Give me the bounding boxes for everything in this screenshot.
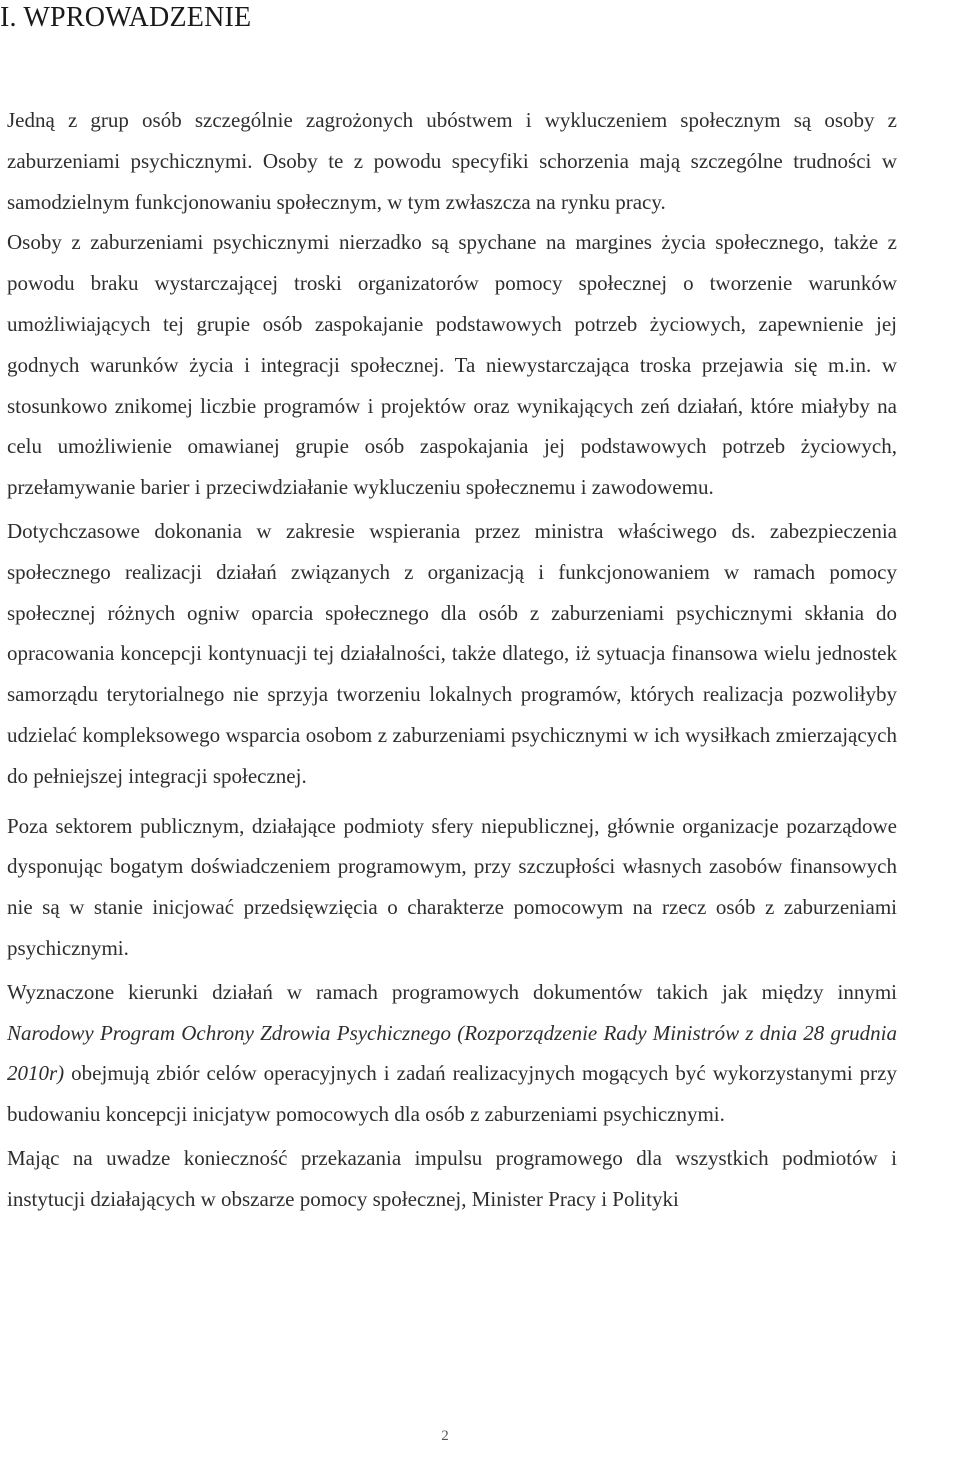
paragraph-5-tail: obejmują zbiór celów operacyjnych i zadań realizacyjnych mogących być wykorzystanymi przy budowaniu koncepcji inicjatyw pomocowych dla osób z zaburzeniami psychicznymi. [7,1061,897,1127]
paragraph-5-lead: Wyznaczone kierunki działań w ramach programowych dokumentów takich jak między innymi [7,979,897,1004]
section-heading: I. WPROWADZENIE [0,2,252,33]
paragraph-6: Mając na uwadze konieczność przekazania impulsu programowego dla wszystkich podmiotów i instytucji działających w obszarze pomocy społecznej, Minister Pracy i Polityki [7,1145,897,1211]
paragraph-4: Poza sektorem publicznym, działające podmioty sfery niepublicznej, głównie organizacje pozarządowe dysponując bogatym doświadczeniem programowym, przy szczupłości własnych zasobów finansowych nie są w stanie inicjować przedsięwzięcia o charakterze pomocowym na rzecz osób z zaburzeniami psychicznymi. [7,813,897,960]
paragraph-1: Jedną z grup osób szczególnie zagrożonych ubóstwem i wykluczeniem społecznym są osoby z zaburzeniami psychicznymi. Osoby te z powodu specyfiki schorzenia mają szczególne trudności w samodzielnym funkcjonowaniu społecznym, w tym zwłaszcza na rynku pracy. [7,108,897,214]
page-number: 2 [441,1428,449,1444]
paragraph-2: Osoby z zaburzeniami psychicznymi nierzadko są spychane na margines życia społecznego, także z powodu braku wystarczającej troski organizatorów pomocy społecznej o tworzenie warunków umożliwiających tej grupie osób zaspokajanie podstawowych potrzeb życiowych, zapewnienie jej godnych warunków życia i integracji społecznej. Ta niewystarczająca troska przejawia się m.in. w stosunkowo znikomej liczbie programów i projektów oraz wynikających zeń działań, które miałyby na celu umożliwienie omawianej grupie osób zaspokajania jej podstawowych potrzeb życiowych, przełamywanie barier i przeciwdziałanie wykluczeniu społecznemu i zawodowemu. [7,230,897,500]
paragraph-3: Dotychczasowe dokonania w zakresie wspierania przez ministra właściwego ds. zabezpieczenia społecznego realizacji działań związanych z organizacją i funkcjonowaniem w ramach pomocy społecznej różnych ogniw oparcia społecznego dla osób z zaburzeniami psychicznymi skłania do opracowania koncepcji kontynuacji tej działalności, także dlatego, iż sytuacja finansowa wielu jednostek samorządu terytorialnego nie sprzyja tworzeniu lokalnych programów, których realizacja pozwoliłyby udzielać kompleksowego wsparcia osobom z zaburzeniami psychicznymi w ich wysiłkach zmierzających do pełniejszej integracji społecznej. [7,518,897,788]
document-body [7,100,897,1220]
paragraph-5 [7,972,897,1135]
paragraph-5-program-title: Narodowy Program Ochrony Zdrowia Psychicznego (Rozporządzenie Rady Ministrów z dnia 28 grudnia 2010r) [7,1020,897,1086]
